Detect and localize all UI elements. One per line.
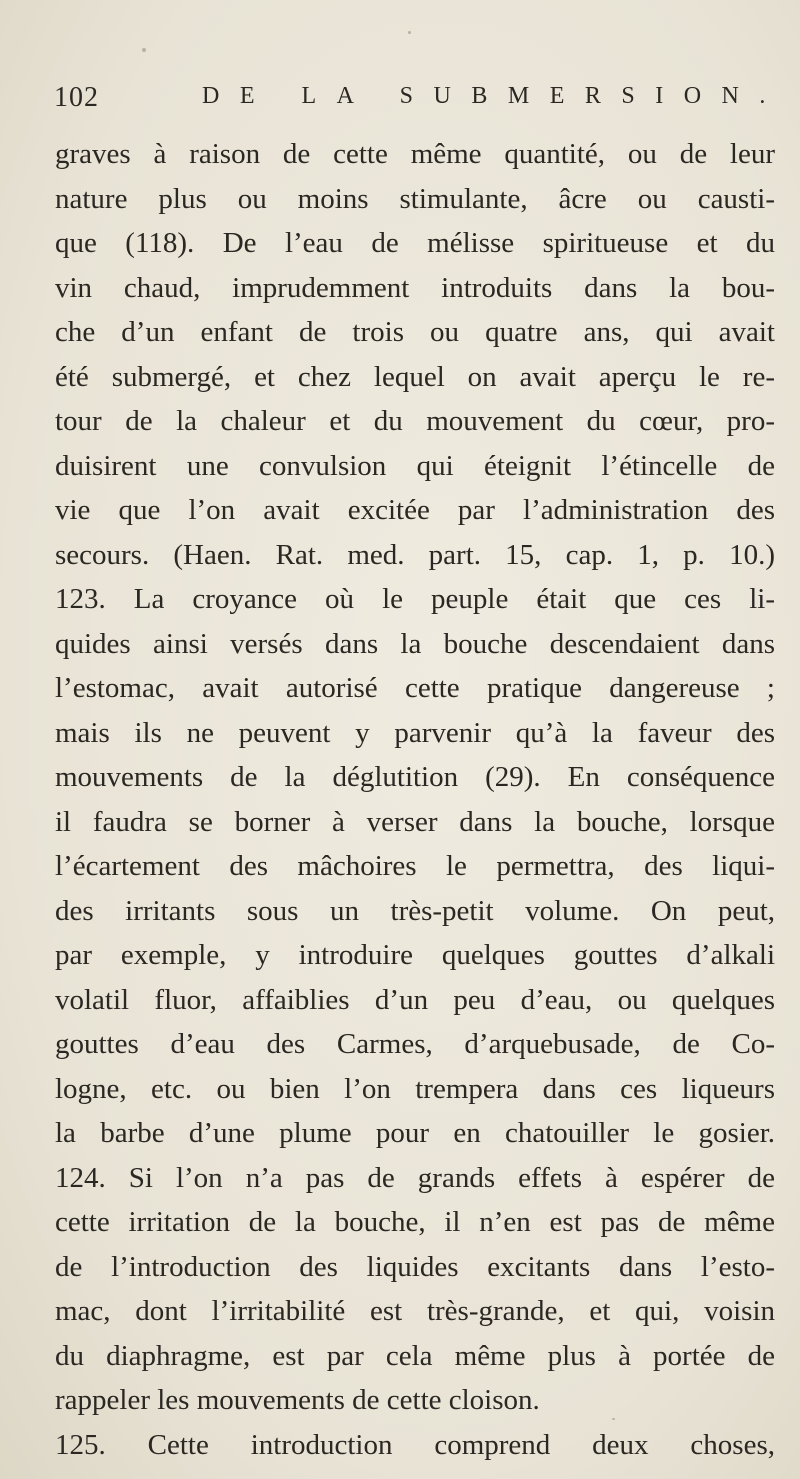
text-line: tour de la chaleur et du mouvement du cœur, pro-	[55, 405, 775, 437]
text-line: l’estomac, avait autorisé cette pratique dangereuse ;	[55, 672, 775, 704]
text-line: que (118). De l’eau de mélisse spiritueuse et du	[55, 227, 775, 259]
text-line: 123. La croyance où le peuple était que ces li-	[55, 583, 775, 615]
text-line: mais ils ne peuvent y parvenir qu’à la faveur des	[55, 716, 775, 749]
paper-speck	[408, 31, 411, 34]
page-header	[54, 82, 786, 122]
text-line: secours. (Haen. Rat. med. part. 15, cap. 1, p. 10.)	[55, 538, 775, 571]
text-line: vie que l’on avait excitée par l’administration des	[55, 494, 775, 526]
text-line: mouvements de la déglutition (29). En conséquence	[55, 761, 775, 793]
text-line: il faudra se borner à verser dans la bouche, lorsque	[55, 805, 775, 838]
text-line: mac, dont l’irritabilité est très-grande, et qui, voisin	[55, 1295, 775, 1327]
text-line: l’écartement des mâchoires le permettra, des liqui-	[55, 850, 775, 882]
text-line: été submergé, et chez lequel on avait aperçu le re-	[55, 360, 775, 393]
text-line: logne, etc. ou bien l’on trempera dans ces liqueurs	[55, 1072, 775, 1105]
text-line: du diaphragme, est par cela même plus à portée de	[55, 1339, 775, 1372]
text-line: nature plus ou moins stimulante, âcre ou causti-	[55, 182, 775, 215]
paper-speck	[142, 48, 146, 52]
text-line: rappeler les mouvements de cette cloison.	[55, 1384, 540, 1416]
text-line: che d’un enfant de trois ou quatre ans, qui avait	[55, 316, 775, 348]
body-text	[55, 132, 775, 1467]
page-number: 102	[54, 82, 99, 113]
text-line: graves à raison de cette même quantité, ou de leur	[55, 138, 775, 170]
text-line: cette irritation de la bouche, il n’en est pas de même	[55, 1206, 775, 1238]
text-line: de l’introduction des liquides excitants dans l’esto-	[55, 1250, 775, 1283]
text-line: la barbe d’une plume pour en chatouiller le gosier.	[55, 1117, 775, 1149]
text-line: vin chaud, imprudemment introduits dans la bou-	[55, 271, 775, 304]
text-line: 124. Si l’on n’a pas de grands effets à espérer de	[55, 1161, 775, 1194]
running-title: DE LA SUBMERSION.	[202, 83, 786, 109]
text-line: volatil fluor, affaiblies d’un peu d’eau, ou quelques	[55, 983, 775, 1016]
text-line: quides ainsi versés dans la bouche descendaient dans	[55, 627, 775, 660]
text-line: 125. Cette introduction comprend deux choses,	[55, 1428, 775, 1461]
text-line: des irritants sous un très-petit volume. On peut,	[55, 894, 775, 927]
text-line: duisirent une convulsion qui éteignit l’étincelle de	[55, 449, 775, 482]
text-line: par exemple, y introduire quelques gouttes d’alkali	[55, 939, 775, 971]
text-line: gouttes d’eau des Carmes, d’arquebusade, de Co-	[55, 1028, 775, 1060]
